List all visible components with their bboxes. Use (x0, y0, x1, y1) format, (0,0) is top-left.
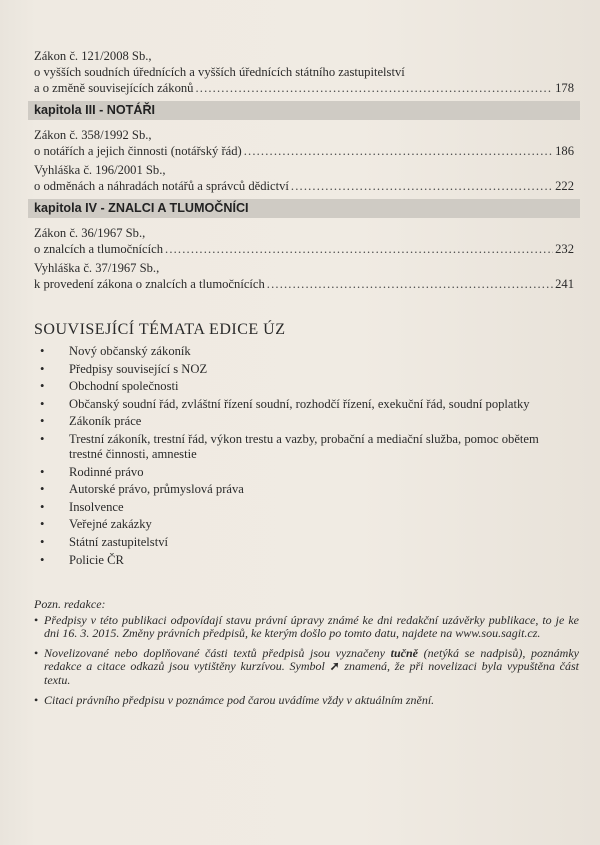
bullet-icon: • (40, 361, 45, 376)
bullet-icon: • (40, 344, 45, 358)
list-item-label: Policie ČR (69, 552, 124, 567)
toc-page-number: 232 (555, 242, 574, 256)
bullet-icon: • (40, 464, 45, 479)
note-text: Předpisy v této publikaci odpovídají stavu právní úpravy známé ke dni redakční uzávěrky publikace, to je ke dni 16. 3. 2015. Změny právních předpisů, ke kterým došlo po tomto datu, najdete na www.sou.sagit.cz. (44, 612, 579, 641)
list-item (40, 414, 570, 429)
toc-entry-subtitle: o vyšších soudních úřednících a vyšších úřednících státního zastupitelství (34, 65, 405, 79)
note-text: znamená, že při novelizaci byla vypuštěna část textu. (44, 659, 579, 687)
toc-page-number: 178 (555, 81, 574, 95)
toc-entry-subtitle: o znalcích a tlumočnících (34, 242, 164, 256)
list-item-label: Rodinné právo (69, 464, 144, 479)
toc-entry-title: Zákon č. 121/2008 Sb., (34, 49, 152, 63)
list-item (40, 482, 570, 497)
dot-leader (291, 178, 553, 194)
toc-entry-subtitle-cont: a o změně souvisejících zákonů (34, 81, 194, 95)
bullet-icon: • (40, 499, 45, 514)
chapter-heading-znalci: kapitola IV - ZNALCI A TLUMOČNÍCI (28, 199, 580, 218)
note-item (34, 647, 579, 688)
list-item-label: Autorské právo, průmyslová práva (69, 482, 244, 497)
bullet-icon: • (34, 612, 39, 627)
toc-page-number: 241 (555, 277, 574, 291)
bullet-icon: • (40, 379, 45, 394)
toc-entry-title: Vyhláška č. 37/1967 Sb., (34, 261, 160, 275)
bullet-icon: • (40, 396, 45, 411)
bullet-icon: • (40, 431, 45, 446)
toc-entry-subtitle: o odměnách a náhradách notářů a správců dědictví (34, 179, 289, 193)
bullet-icon: • (40, 552, 45, 567)
list-item-label: Insolvence (69, 499, 124, 514)
toc-page-number: 222 (555, 179, 574, 193)
toc-entry-zakon-36-1967 (34, 225, 574, 257)
toc-entry-vyhlaska-37-1967 (34, 260, 574, 292)
editorial-notes (34, 598, 579, 713)
list-item (40, 362, 570, 377)
list-item (40, 465, 570, 480)
note-text: Novelizované nebo doplňované části textů předpisů jsou vyznačeny (44, 645, 391, 660)
toc-entry-vyhlaska-196-2001 (34, 162, 574, 194)
related-topics-list (40, 344, 570, 570)
list-item-label: Obchodní společnosti (69, 379, 179, 394)
toc-entry-title: Zákon č. 358/1992 Sb., (34, 128, 152, 142)
toc-entry-zakon-121-2008 (34, 48, 574, 96)
note-item (34, 694, 579, 708)
list-item (40, 500, 570, 515)
table-of-contents (34, 48, 574, 295)
list-item-label: Nový občanský zákoník (69, 344, 191, 358)
list-item (40, 432, 570, 462)
bullet-icon: • (34, 645, 39, 660)
list-item-label: Veřejné zakázky (69, 517, 152, 532)
list-item-label: Předpisy související s NOZ (69, 361, 208, 376)
arrow-symbol-icon: ➚ (329, 659, 340, 674)
list-item (40, 553, 570, 568)
chapter-heading-notari: kapitola III - NOTÁŘI (28, 101, 580, 120)
bullet-icon: • (34, 692, 39, 707)
list-item (40, 379, 570, 394)
bullet-icon: • (40, 414, 45, 429)
note-item (34, 614, 579, 641)
toc-entry-title: Zákon č. 36/1967 Sb., (34, 226, 146, 240)
bullet-icon: • (40, 517, 45, 532)
list-item (40, 535, 570, 550)
dot-leader (267, 276, 553, 292)
note-bold-word: tučně (390, 645, 418, 660)
dot-leader (244, 143, 553, 159)
bullet-icon: • (40, 534, 45, 549)
toc-page-number: 186 (555, 144, 574, 158)
toc-entry-subtitle: o notářích a jejich činnosti (notářský řád) (34, 144, 242, 158)
list-item-label: Státní zastupitelství (69, 534, 168, 549)
related-topics-heading: SOUVISEJÍCÍ TÉMATA EDICE ÚZ (34, 321, 286, 338)
notes-heading: Pozn. redakce: (34, 597, 106, 611)
toc-entry-subtitle: k provedení zákona o znalcích a tlumočnících (34, 277, 265, 291)
list-item-label: Trestní zákoník, trestní řád, výkon trestu a vazby, probační a mediační služba, pomoc obětem trestné činnosti, amnestie (69, 431, 539, 461)
list-item-label: Občanský soudní řád, zvláštní řízení soudní, rozhodčí řízení, exekuční řád, soudní poplatky (69, 396, 530, 411)
dot-leader (165, 241, 553, 257)
bullet-icon: • (40, 482, 45, 497)
toc-entry-zakon-358-1992 (34, 127, 574, 159)
dot-leader (195, 80, 553, 96)
note-text: Citaci právního předpisu v poznámce pod čarou uvádíme vždy v aktuálním znění. (44, 692, 435, 707)
list-item-label: Zákoník práce (69, 414, 142, 429)
list-item (40, 517, 570, 532)
list-item (40, 344, 570, 359)
list-item (40, 397, 570, 412)
toc-entry-title: Vyhláška č. 196/2001 Sb., (34, 163, 166, 177)
note-text: (netýká se nadpisů), poznámky redakce a citace odkazů jsou vytištěny kurzívou. Symbol (44, 645, 579, 674)
